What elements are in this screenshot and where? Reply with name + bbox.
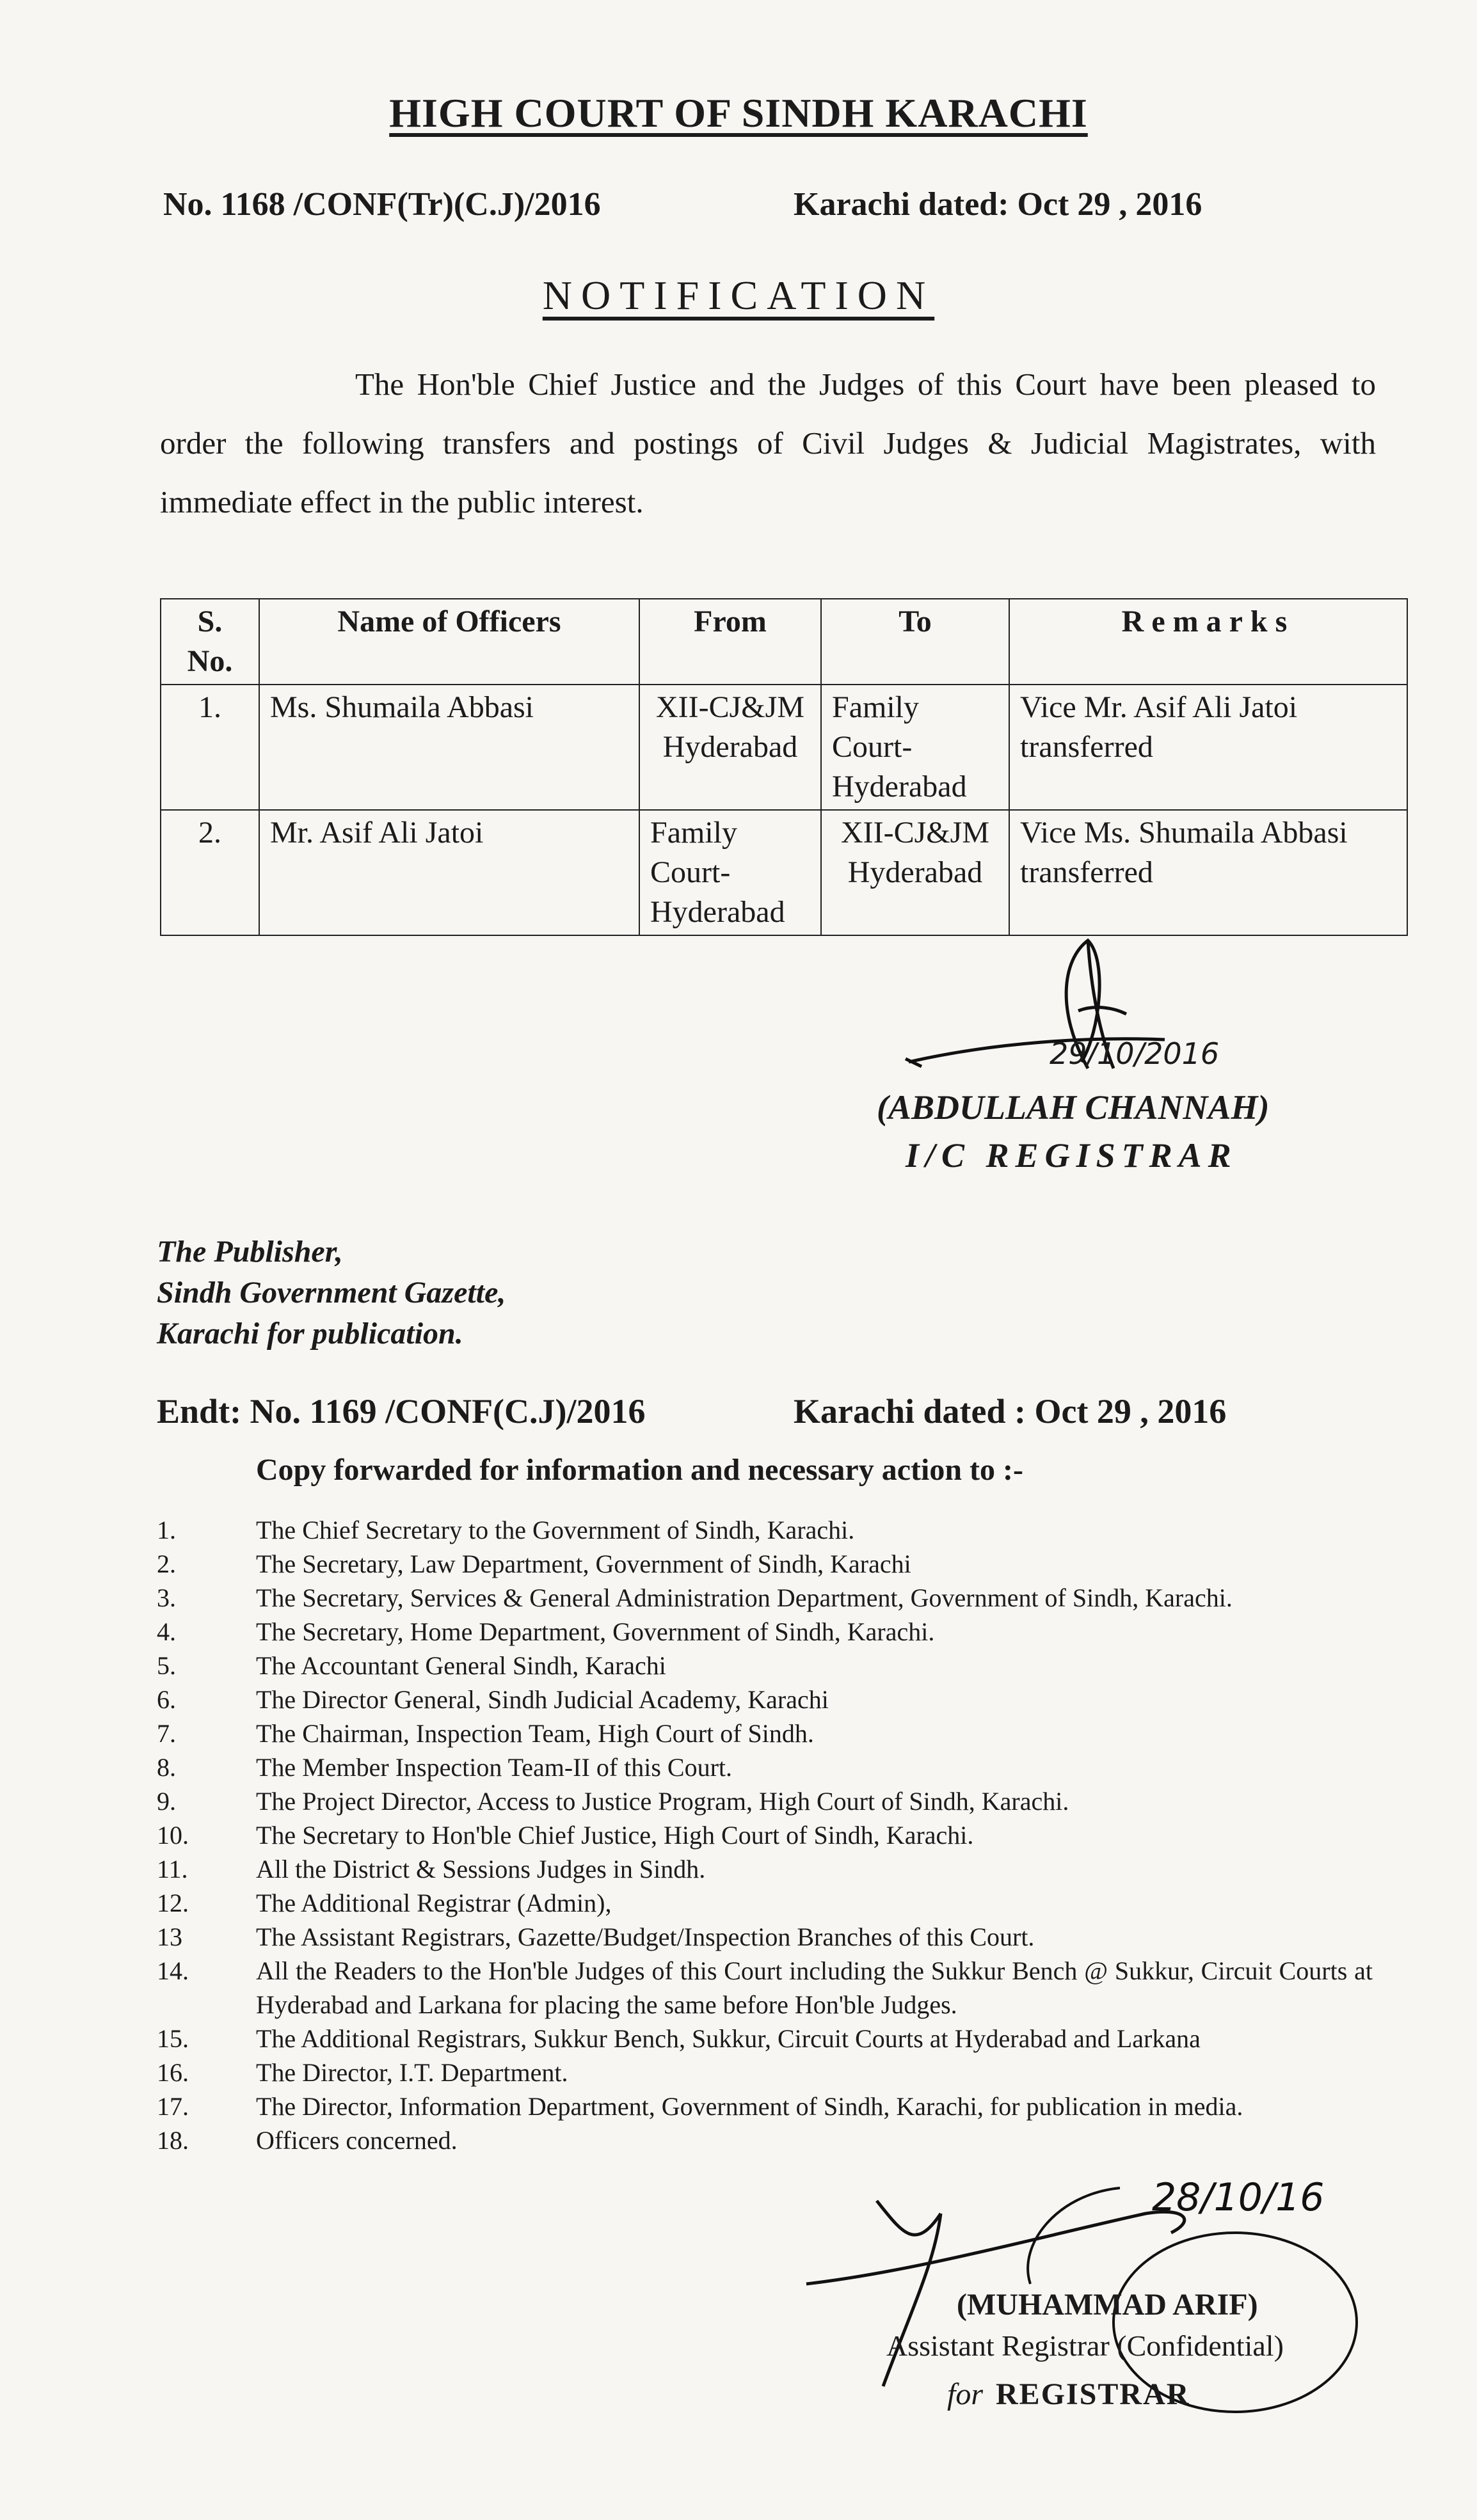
list-item-text: All the Readers to the Hon'ble Judges of this Court including the Sukkur Bench @ Sukkur, Circuit Courts at Hyderabad and Larkana for placing the same before Hon'ble Judges. bbox=[256, 1956, 1373, 2019]
list-item bbox=[157, 2056, 1373, 2089]
list-item-text: The Secretary, Services & General Administration Department, Government of Sindh, Karachi. bbox=[256, 1583, 1233, 1612]
list-item-text: The Additional Registrar (Admin), bbox=[256, 1889, 612, 1917]
row-to: Family Court-Hyderabad bbox=[821, 685, 1009, 810]
table-row bbox=[161, 685, 1407, 810]
list-item bbox=[157, 1784, 1373, 1818]
endorsement-date: Karachi dated : Oct 29 , 2016 bbox=[794, 1392, 1227, 1430]
list-item bbox=[157, 1649, 1373, 1683]
list-item-number: 11. bbox=[157, 1855, 188, 1883]
registrar-name: (ABDULLAH CHANNAH) bbox=[877, 1088, 1270, 1127]
list-item-text: The Chief Secretary to the Government of Sindh, Karachi. bbox=[256, 1516, 855, 1544]
notification-heading: NOTIFICATION bbox=[542, 273, 935, 318]
list-item-number: 13 bbox=[157, 1922, 182, 1951]
reference-date: Karachi dated: Oct 29 , 2016 bbox=[794, 186, 1202, 223]
reference-number: No. 1168 /CONF(Tr)(C.J)/2016 bbox=[163, 186, 601, 223]
endorsement-number: Endt: No. 1169 /CONF(C.J)/2016 bbox=[157, 1392, 646, 1430]
list-item-number: 8. bbox=[157, 1753, 176, 1782]
row-officer-name: Mr. Asif Ali Jatoi bbox=[259, 810, 639, 935]
for-word: for bbox=[947, 2377, 984, 2411]
list-item bbox=[157, 2022, 1373, 2056]
list-item-text: All the District & Sessions Judges in Sindh. bbox=[256, 1855, 706, 1883]
list-item-number: 12. bbox=[157, 1889, 189, 1917]
list-item bbox=[157, 1615, 1373, 1649]
publisher-address bbox=[157, 1232, 506, 1354]
list-item bbox=[157, 1818, 1373, 1852]
list-item-text: The Assistant Registrars, Gazette/Budget/Inspection Branches of this Court. bbox=[256, 1922, 1035, 1951]
publisher-line: Sindh Government Gazette, bbox=[157, 1276, 506, 1310]
list-item bbox=[157, 2089, 1373, 2123]
list-item bbox=[157, 1581, 1373, 1615]
list-item bbox=[157, 1750, 1373, 1784]
list-item-number: 5. bbox=[157, 1651, 176, 1680]
list-item-text: The Director, Information Department, Government of Sindh, Karachi, for publication in media. bbox=[256, 2092, 1243, 2121]
list-item-number: 4. bbox=[157, 1617, 176, 1646]
list-item bbox=[157, 1886, 1373, 1920]
list-item-number: 17. bbox=[157, 2092, 189, 2121]
for-registrar-title: REGISTRAR bbox=[996, 2377, 1190, 2411]
publisher-line: The Publisher, bbox=[157, 1235, 343, 1269]
header-remarks: Remarks bbox=[1009, 599, 1407, 685]
list-item-number: 14. bbox=[157, 1956, 189, 1985]
list-item-text: The Project Director, Access to Justice Program, High Court of Sindh, Karachi. bbox=[256, 1787, 1069, 1816]
header-to: To bbox=[821, 599, 1009, 685]
transfers-table bbox=[160, 598, 1408, 936]
row-from: XII-CJ&JM Hyderabad bbox=[639, 685, 821, 810]
list-item bbox=[157, 1513, 1373, 1547]
header-name: Name of Officers bbox=[259, 599, 639, 685]
publisher-line: Karachi for publication. bbox=[157, 1317, 463, 1351]
list-item-number: 7. bbox=[157, 1719, 176, 1748]
row-sno: 1. bbox=[161, 685, 259, 810]
list-item-text: The Secretary, Law Department, Government of Sindh, Karachi bbox=[256, 1549, 911, 1578]
for-registrar bbox=[947, 2377, 1190, 2412]
list-item bbox=[157, 1547, 1373, 1581]
distribution-list bbox=[157, 1513, 1373, 2157]
list-item-number: 15. bbox=[157, 2024, 189, 2053]
list-item-text: The Director, I.T. Department. bbox=[256, 2058, 568, 2087]
list-item-number: 10. bbox=[157, 1821, 189, 1850]
row-remarks: Vice Ms. Shumaila Abbasi transferred bbox=[1009, 810, 1407, 935]
row-from: Family Court-Hyderabad bbox=[639, 810, 821, 935]
list-item-number: 6. bbox=[157, 1685, 176, 1714]
list-item-number: 3. bbox=[157, 1583, 176, 1612]
table-header-row bbox=[161, 599, 1407, 685]
list-item bbox=[157, 2123, 1373, 2157]
list-item bbox=[157, 1920, 1373, 1954]
list-item-number: 9. bbox=[157, 1787, 176, 1816]
list-item bbox=[157, 1716, 1373, 1750]
list-item-text: The Director General, Sindh Judicial Academy, Karachi bbox=[256, 1685, 829, 1714]
assistant-registrar-signature-date: 28/10/16 bbox=[1152, 2175, 1325, 2220]
list-item-number: 18. bbox=[157, 2126, 189, 2155]
row-remarks: Vice Mr. Asif Ali Jatoi transferred bbox=[1009, 685, 1407, 810]
assistant-registrar-name: (MUHAMMAD ARIF) bbox=[957, 2288, 1258, 2322]
registrar-title: I/C REGISTRAR bbox=[906, 1136, 1238, 1175]
list-item-text: The Member Inspection Team-II of this Court. bbox=[256, 1753, 733, 1782]
table-row bbox=[161, 810, 1407, 935]
list-item bbox=[157, 1852, 1373, 1886]
list-item-number: 16. bbox=[157, 2058, 189, 2087]
list-item-text: The Secretary to Hon'ble Chief Justice, High Court of Sindh, Karachi. bbox=[256, 1821, 974, 1850]
notification-body: The Hon'ble Chief Justice and the Judges of this Court have been pleased to order the following transfers and postings of Civil Judges & Judicial Magistrates, with immediate effect in the public interest. bbox=[160, 367, 1376, 519]
list-item-text: The Secretary, Home Department, Government of Sindh, Karachi. bbox=[256, 1617, 935, 1646]
registrar-signature-date: 29/10/2016 bbox=[1050, 1036, 1220, 1071]
list-item-text: The Accountant General Sindh, Karachi bbox=[256, 1651, 666, 1680]
copy-forwarded-heading: Copy forwarded for information and necessary action to :- bbox=[256, 1453, 1023, 1487]
row-officer-name: Ms. Shumaila Abbasi bbox=[259, 685, 639, 810]
registrar-signature bbox=[896, 934, 1312, 1100]
list-item-text: The Additional Registrars, Sukkur Bench, Sukkur, Circuit Courts at Hyderabad and Larkana bbox=[256, 2024, 1201, 2053]
assistant-registrar-title: Assistant Registrar (Confidential) bbox=[886, 2329, 1284, 2362]
list-item-number: 2. bbox=[157, 1549, 176, 1578]
header-sno: S. No. bbox=[161, 599, 259, 685]
court-title: HIGH COURT OF SINDH KARACHI bbox=[389, 90, 1088, 136]
header-from: From bbox=[639, 599, 821, 685]
list-item-number: 1. bbox=[157, 1516, 176, 1544]
list-item bbox=[157, 1683, 1373, 1716]
list-item-text: Officers concerned. bbox=[256, 2126, 458, 2155]
row-sno: 2. bbox=[161, 810, 259, 935]
list-item bbox=[157, 1954, 1373, 2022]
list-item-text: The Chairman, Inspection Team, High Court of Sindh. bbox=[256, 1719, 814, 1748]
row-to: XII-CJ&JM Hyderabad bbox=[821, 810, 1009, 935]
